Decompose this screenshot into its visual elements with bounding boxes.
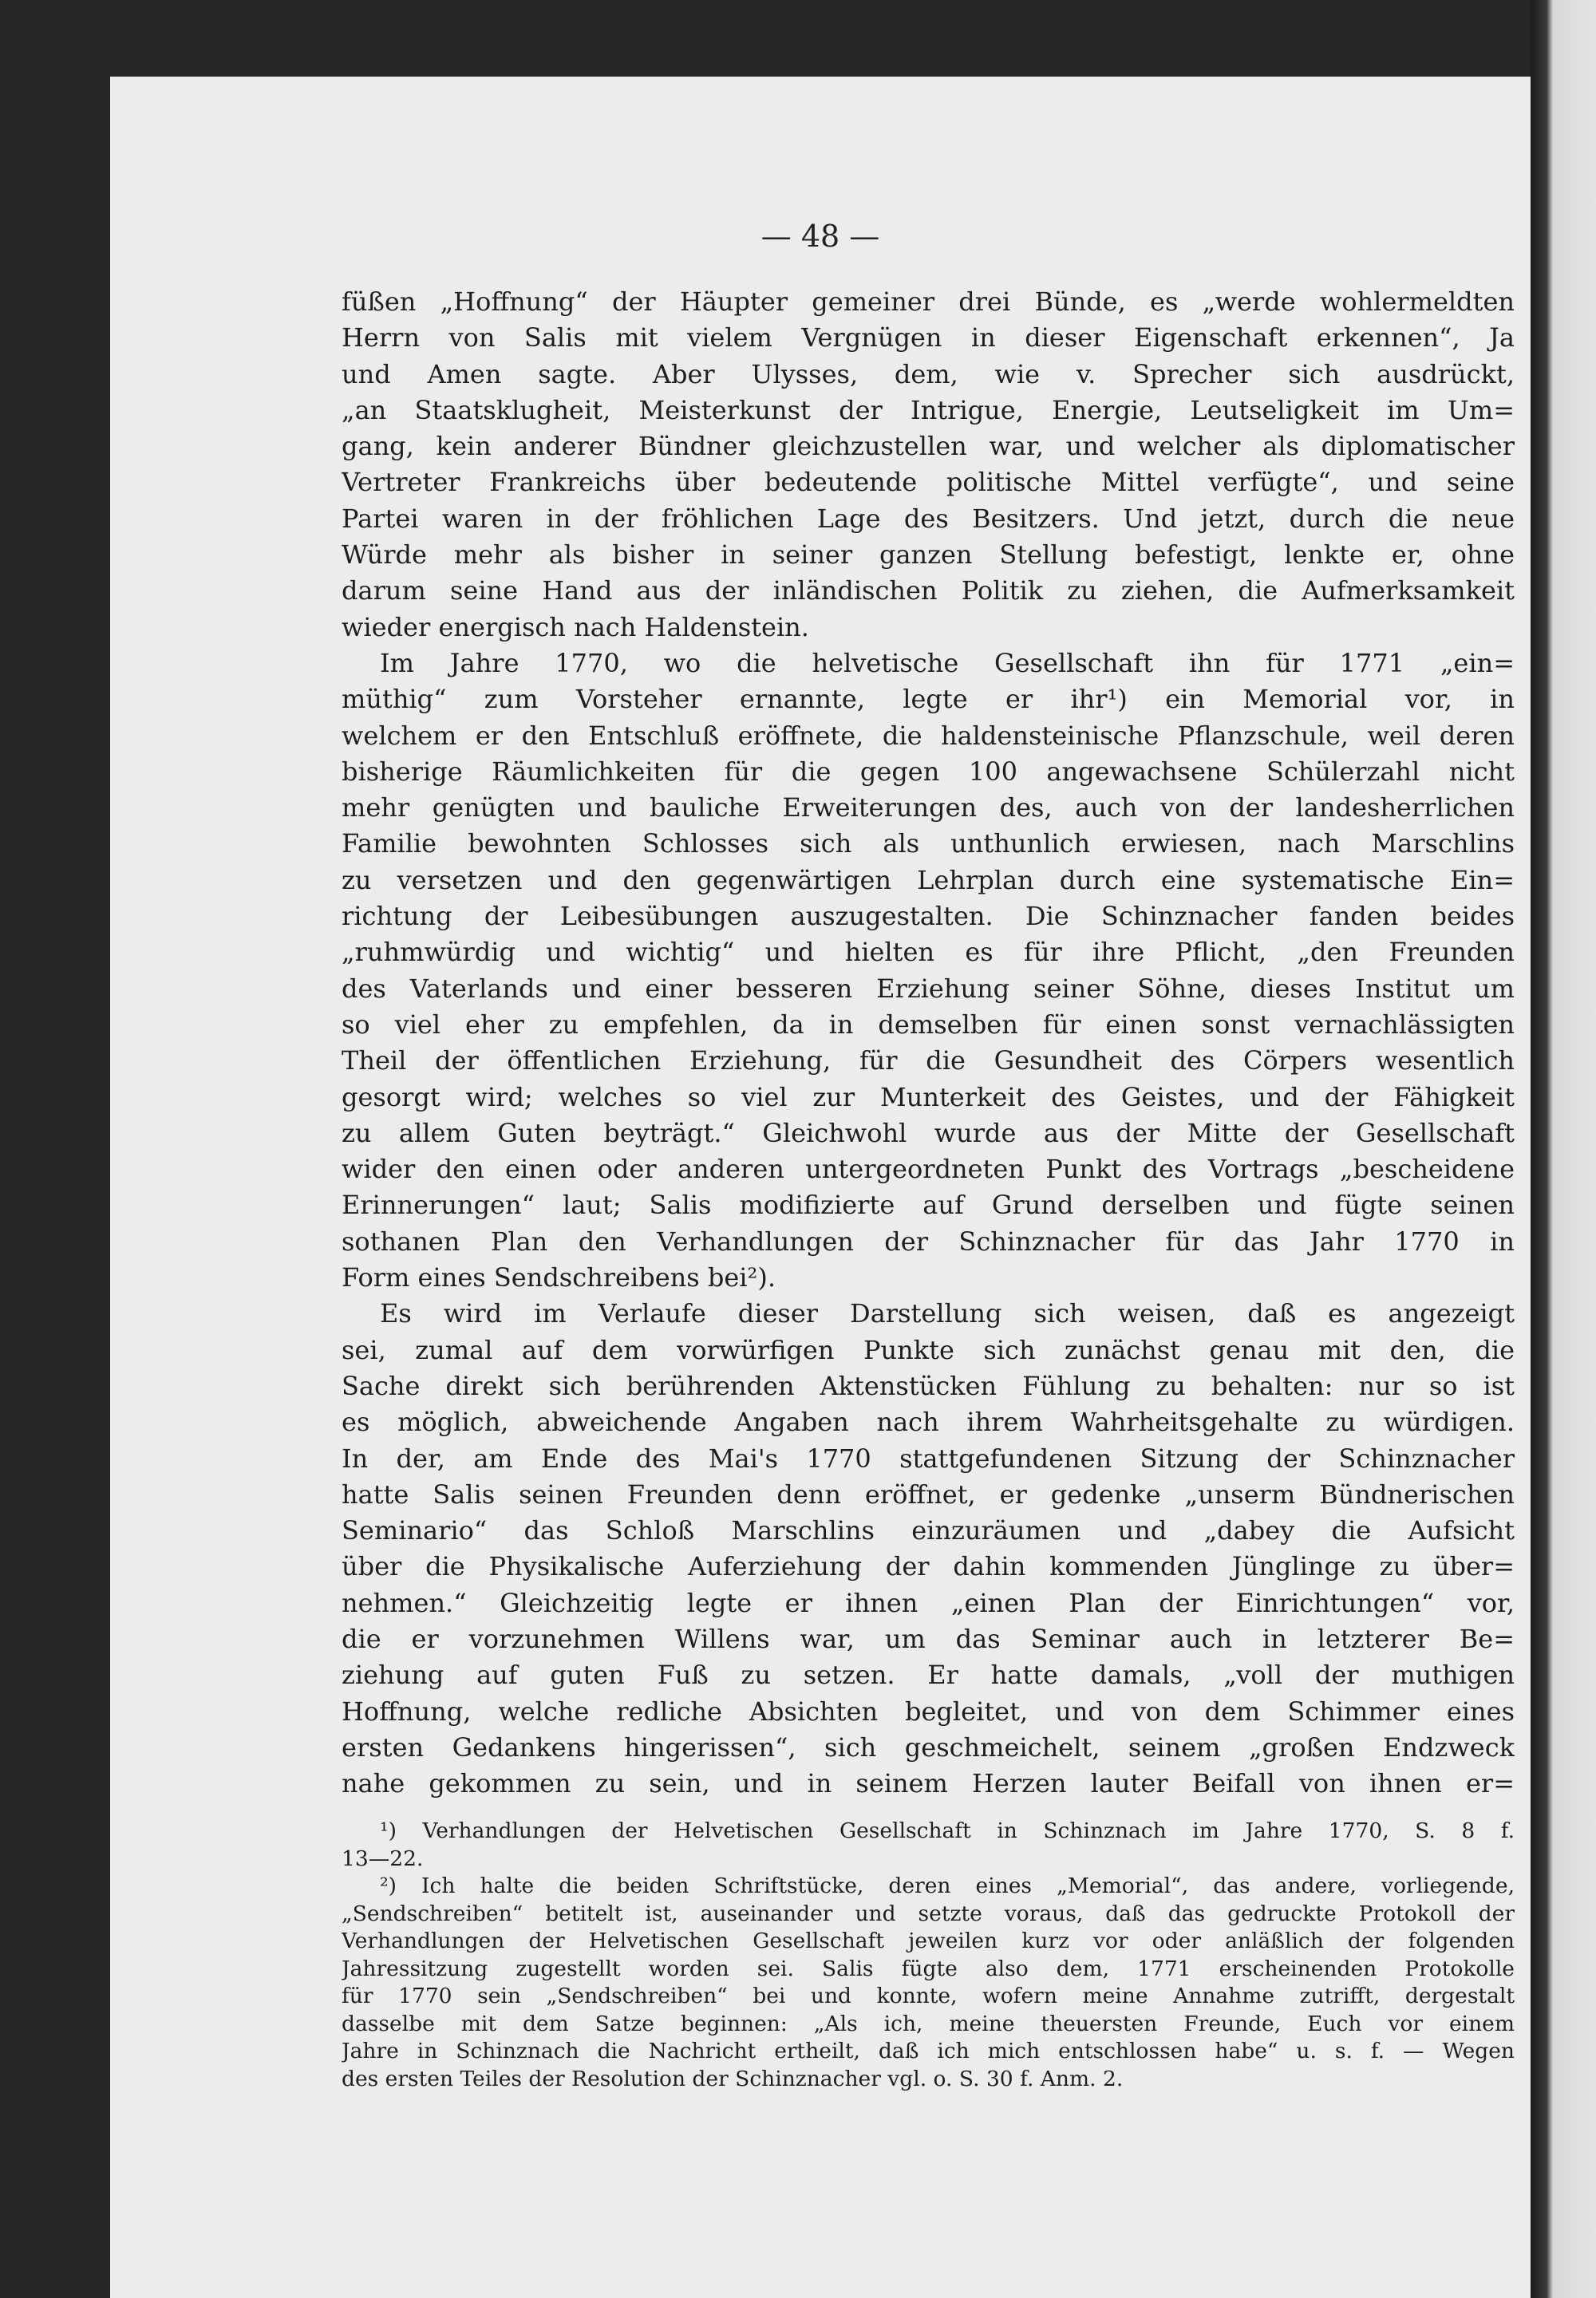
- footnote-line: 13—22.: [342, 1846, 424, 1871]
- text-line: ersten Gedankens hingerissen“, sich geschmeichelt, seinem „großen Endzweck: [342, 1731, 1515, 1763]
- text-line: zu allem Guten beyträgt.“ Gleichwohl wurde aus der Mitte der Gesellschaft: [342, 1117, 1515, 1148]
- footnote-line: des ersten Teiles der Resolution der Schinznacher vgl. o. S. 30 f. Anm. 2.: [342, 2066, 1124, 2091]
- book-page: [110, 77, 1531, 2298]
- footnotes: [342, 1818, 1515, 2093]
- footnote-line: Jahressitzung zugestellt worden sei. Salis fügte also dem, 1771 erscheinenden Protokolle: [342, 1956, 1515, 1981]
- text-line: ziehung auf guten Fuß zu setzen. Er hatte damals, „voll der muthigen: [342, 1660, 1515, 1691]
- footnote-line: Jahre in Schinznach die Nachricht ertheilt, daß ich mich entschlossen habe“ u. s. f. — Wegen: [342, 2039, 1515, 2063]
- text-line: es möglich, abweichende Angaben nach ihrem Wahrheitsgehalte zu würdigen.: [342, 1407, 1515, 1438]
- text-line: darum seine Hand aus der inländischen Politik zu ziehen, die Aufmerksamkeit: [342, 575, 1515, 606]
- text-line: Form eines Sendschreibens bei²).: [342, 1262, 776, 1293]
- text-line: welchem er den Entschluß eröffnete, die haldensteinische Pflanzschule, weil deren: [342, 720, 1515, 751]
- text-line: Familie bewohnten Schlosses sich als unthunlich erwiesen, nach Marschlins: [342, 828, 1515, 859]
- text-line: Partei waren in der fröhlichen Lage des Besitzers. Und jetzt, durch die neue: [342, 503, 1515, 534]
- footnote-line: für 1770 sein „Sendschreiben“ bei und konnte, wofern meine Annahme zutrifft, dergestalt: [342, 1984, 1515, 2008]
- text-line: Hoffnung, welche redliche Absichten begleitet, und von dem Schimmer eines: [342, 1696, 1515, 1727]
- text-line: Sache direkt sich berührenden Aktenstücken Fühlung zu behalten: nur so ist: [342, 1370, 1515, 1401]
- text-line: sothanen Plan den Verhandlungen der Schinznacher für das Jahr 1770 in: [342, 1226, 1515, 1257]
- text-line: wider den einen oder anderen untergeordneten Punkt des Vortrags „bescheidene: [342, 1154, 1515, 1185]
- text-line: hatte Salis seinen Freunden denn eröffnet, er gedenke „unserm Bündnerischen: [342, 1479, 1515, 1510]
- text-line: mehr genügten und bauliche Erweiterungen des, auch von der landesherrlichen: [342, 792, 1515, 823]
- text-line: Theil der öffentlichen Erziehung, für die Gesundheit des Cörpers wesentlich: [342, 1045, 1515, 1076]
- text-line: Seminario“ das Schloß Marschlins einzuräumen und „dabey die Aufsicht: [342, 1515, 1515, 1546]
- text-line: die er vorzunehmen Willens war, um das Seminar auch in letzterer Be=: [342, 1623, 1515, 1654]
- footnote-line: Verhandlungen der Helvetischen Gesellschaft jeweilen kurz vor oder anläßlich der folgenden: [342, 1929, 1515, 1953]
- adjacent-page-edge: [1531, 0, 1596, 2298]
- text-line: Erinnerungen“ laut; Salis modifizierte auf Grund derselben und fügte seinen: [342, 1190, 1515, 1221]
- text-line: Im Jahre 1770, wo die helvetische Gesellschaft ihn für 1771 „ein=: [380, 647, 1515, 678]
- text-line: gesorgt wird; welches so viel zur Munterkeit des Geistes, und der Fähigkeit: [342, 1081, 1515, 1112]
- text-line: nahe gekommen zu sein, und in seinem Herzen lauter Beifall von ihnen er=: [342, 1768, 1515, 1799]
- footnote-line: ¹) Verhandlungen der Helvetischen Gesellschaft in Schinznach im Jahre 1770, S. 8 f.: [380, 1818, 1515, 1843]
- footnote-line: ²) Ich halte die beiden Schriftstücke, deren eines „Memorial“, das andere, vorliegende,: [380, 1874, 1515, 1898]
- text-line: so viel eher zu empfehlen, da in demselben für einen sonst vernachlässigten: [342, 1009, 1515, 1040]
- text-line: „ruhmwürdig und wichtig“ und hielten es für ihre Pflicht, „den Freunden: [342, 937, 1515, 968]
- text-line: zu versetzen und den gegenwärtigen Lehrplan durch eine systematische Ein=: [342, 864, 1515, 895]
- text-line: „an Staatsklugheit, Meisterkunst der Intrigue, Energie, Leutseligkeit im Um=: [342, 394, 1515, 425]
- text-line: füßen „Hoffnung“ der Häupter gemeiner drei Bünde, es „werde wohlermeldten: [342, 286, 1515, 317]
- text-line: über die Physikalische Auferziehung der dahin kommenden Jünglinge zu über=: [342, 1551, 1515, 1582]
- text-line: müthig“ zum Vorsteher ernannte, legte er ihr¹) ein Memorial vor, in: [342, 684, 1515, 715]
- scan-border-left: [0, 0, 110, 2298]
- scan-border-top: [0, 0, 1531, 77]
- text-line: In der, am Ende des Mai's 1770 stattgefundenen Sitzung der Schinznacher: [342, 1443, 1515, 1474]
- text-line: richtung der Leibesübungen auszugestalten. Die Schinznacher fanden beides: [342, 901, 1515, 932]
- text-line: nehmen.“ Gleichzeitig legte er ihnen „einen Plan der Einrichtungen“ vor,: [342, 1587, 1515, 1618]
- footnote-line: „Sendschreiben“ betitelt ist, auseinander und setzte voraus, daß das gedruckte Protokoll der: [342, 1901, 1515, 1926]
- text-line: Würde mehr als bisher in seiner ganzen Stellung befestigt, lenkte er, ohne: [342, 539, 1515, 571]
- text-line: wieder energisch nach Haldenstein.: [342, 611, 809, 642]
- body-text: [342, 284, 1515, 1802]
- text-line: gang, kein anderer Bündner gleichzustellen war, und welcher als diplomatischer: [342, 431, 1515, 462]
- text-line: des Vaterlands und einer besseren Erziehung seiner Söhne, dieses Institut um: [342, 973, 1515, 1004]
- text-line: Vertreter Frankreichs über bedeutende politische Mittel verfügte“, und seine: [342, 467, 1515, 498]
- text-line: Herrn von Salis mit vielem Vergnügen in dieser Eigenschaft erkennen“, Ja: [342, 322, 1515, 353]
- page-number: — 48 —: [760, 219, 880, 254]
- text-line: sei, zumal auf dem vorwürfigen Punkte sich zunächst genau mit den, die: [342, 1334, 1515, 1365]
- footnote-line: dasselbe mit dem Satze beginnen: „Als ich, meine theuersten Freunde, Euch vor einem: [342, 2011, 1515, 2036]
- text-line: und Amen sagte. Aber Ulysses, dem, wie v. Sprecher sich ausdrückt,: [342, 358, 1515, 389]
- text-line: bisherige Räumlichkeiten für die gegen 100 angewachsene Schülerzahl nicht: [342, 756, 1515, 787]
- text-line: Es wird im Verlaufe dieser Darstellung sich weisen, daß es angezeigt: [380, 1298, 1515, 1329]
